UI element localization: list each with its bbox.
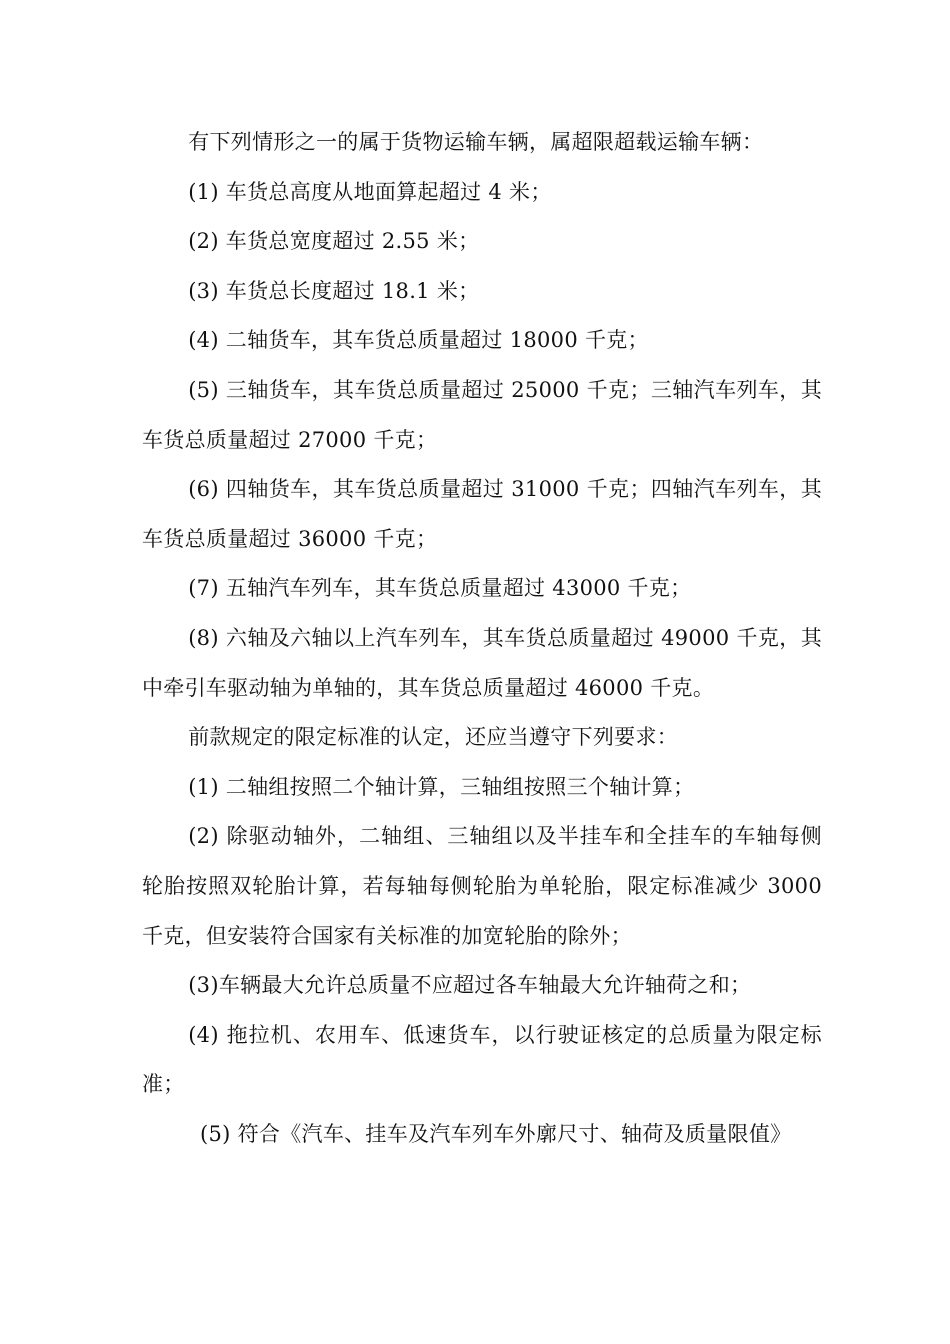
- paragraph-requirements-intro: 前款规定的限定标准的认定，还应当遵守下列要求：: [188, 725, 679, 750]
- paragraph-item-5-three-axle: (5) 三轴货车，其车货总质量超过 25000 千克；三轴汽车列车，其车货总质量超过 27000 千克；: [142, 377, 822, 452]
- paragraph-item-6-four-axle: (6) 四轴货车，其车货总质量超过 31000 千克；四轴汽车列车，其车货总质量超过 36000 千克；: [142, 477, 822, 551]
- paragraph-requirement-4: (4) 拖拉机、农用车、低速货车，以行驶证核定的总质量为限定标准；: [142, 1022, 822, 1097]
- paragraph-item-8-six-axle: (8) 六轴及六轴以上汽车列车，其车货总质量超过 49000 千克，其中牵引车驱动轴为单轴的，其车货总质量超过 46000 千克。: [142, 625, 822, 700]
- paragraph-requirement-5: (5) 符合《汽车、挂车及汽车列车外廓尺寸、轴荷及质量限值》: [200, 1121, 792, 1146]
- paragraph-requirement-3: (3)车辆最大允许总质量不应超过各车轴最大允许轴荷之和；: [188, 973, 752, 998]
- paragraph-requirement-2: (2) 除驱动轴外，二轴组、三轴组以及半挂车和全挂车的车轴每侧轮胎按照双轮胎计算，若每轴每侧轮胎为单轮胎，限定标准减少 3000 千克，但安装符合国家有关标准的加宽轮胎的除外；: [142, 824, 822, 948]
- document-body: [142, 118, 822, 1159]
- paragraph-intro: 有下列情形之一的属于货物运输车辆，属超限超载运输车辆：: [188, 130, 764, 154]
- paragraph-item-1-height: (1) 车货总高度从地面算起超过 4 米；: [188, 179, 552, 204]
- paragraph-requirement-1: (1) 二轴组按照二个轴计算，三轴组按照三个轴计算；: [188, 774, 695, 799]
- paragraph-item-3-length: (3) 车货总长度超过 18.1 米；: [188, 278, 480, 303]
- paragraph-item-7-five-axle: (7) 五轴汽车列车，其车货总质量超过 43000 千克；: [188, 576, 692, 601]
- paragraph-item-2-width: (2) 车货总宽度超过 2.55 米；: [188, 229, 480, 254]
- paragraph-item-4-two-axle: (4) 二轴货车，其车货总质量超过 18000 千克；: [188, 328, 649, 353]
